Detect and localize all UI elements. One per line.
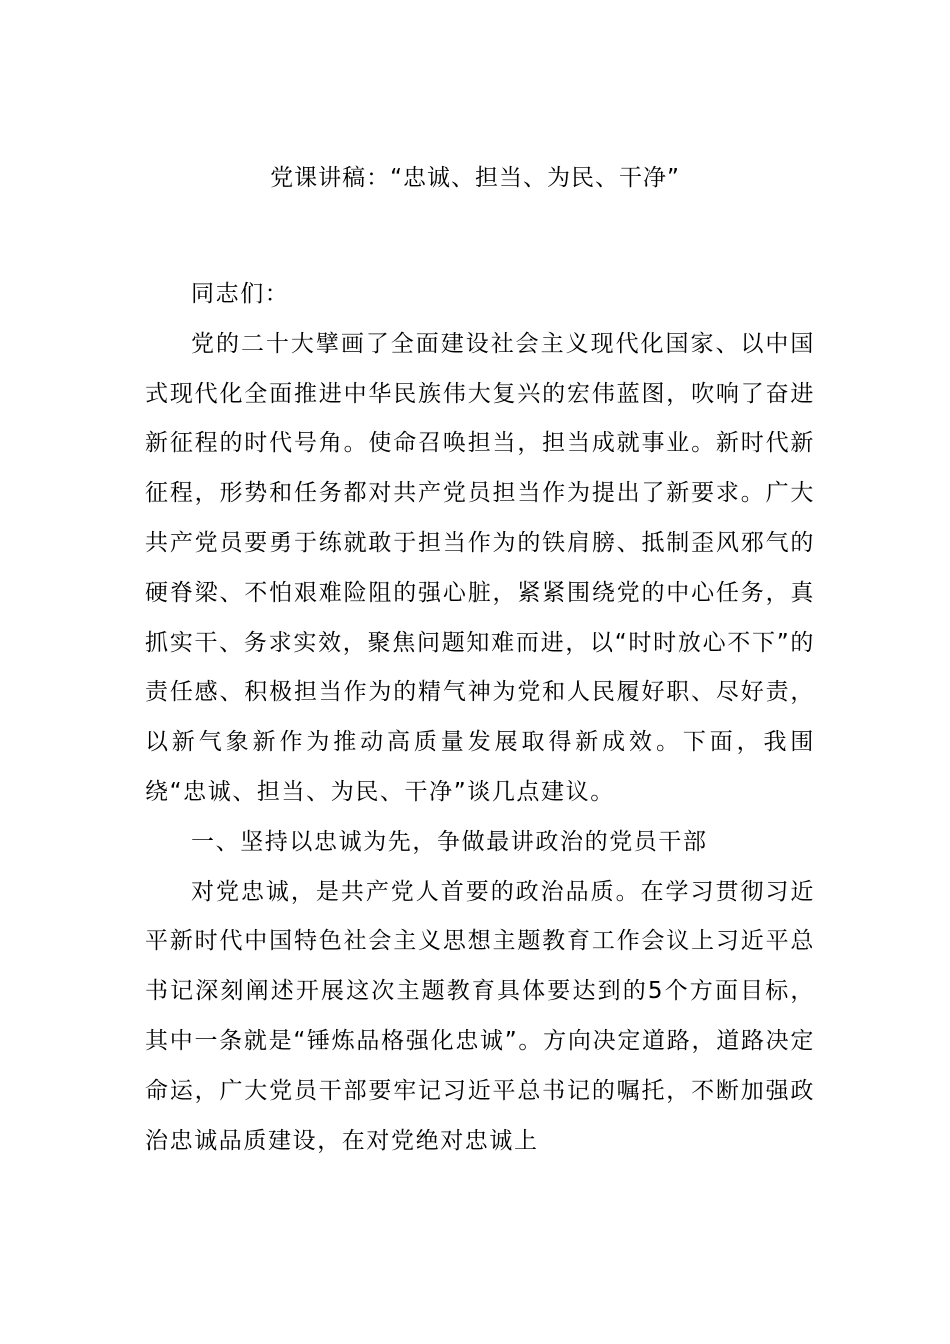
salutation: 同志们： (191, 281, 290, 307)
document-title: 党课讲稿：“忠诚、担当、为民、干净” (270, 165, 680, 191)
section-heading-1: 一、坚持以忠诚为先，争做最讲政治的党员干部 (191, 828, 708, 855)
body-paragraph-loyalty: 对党忠诚，是共产党人首要的政治品质。在学习贯彻习近平新时代中国特色社会主义思想主题教育工作会议上习近平总书记深刻阐述开展这次主题教育具体要达到的5个方面目标，其中一条就是“锤炼品格强化忠诚”。方向决定道路，道路决定命运，广大党员干部要牢记习近平总书记的嘱托，不断加强政治忠诚品质建设，在对党绝对忠诚上 (145, 878, 815, 1154)
body-paragraph-intro: 党的二十大擘画了全面建设社会主义现代化国家、以中国式现代化全面推进中华民族伟大复兴的宏伟蓝图，吹响了奋进新征程的时代号角。使命召唤担当，担当成就事业。新时代新征程，形势和任务都对共产党员担当作为提出了新要求。广大共产党员要勇于练就敢于担当作为的铁肩膀、抵制歪风邪气的硬脊梁、不怕艰难险阻的强心脏，紧紧围绕党的中心任务，真抓实干、务求实效，聚焦问题知难而进，以“时时放心不下”的责任感、积极担当作为的精气神为党和人民履好职、尽好责，以新气象新作为推动高质量发展取得新成效。下面，我围绕“忠诚、担当、为民、干净”谈几点建议。 (145, 330, 815, 805)
document-body (145, 270, 815, 1166)
